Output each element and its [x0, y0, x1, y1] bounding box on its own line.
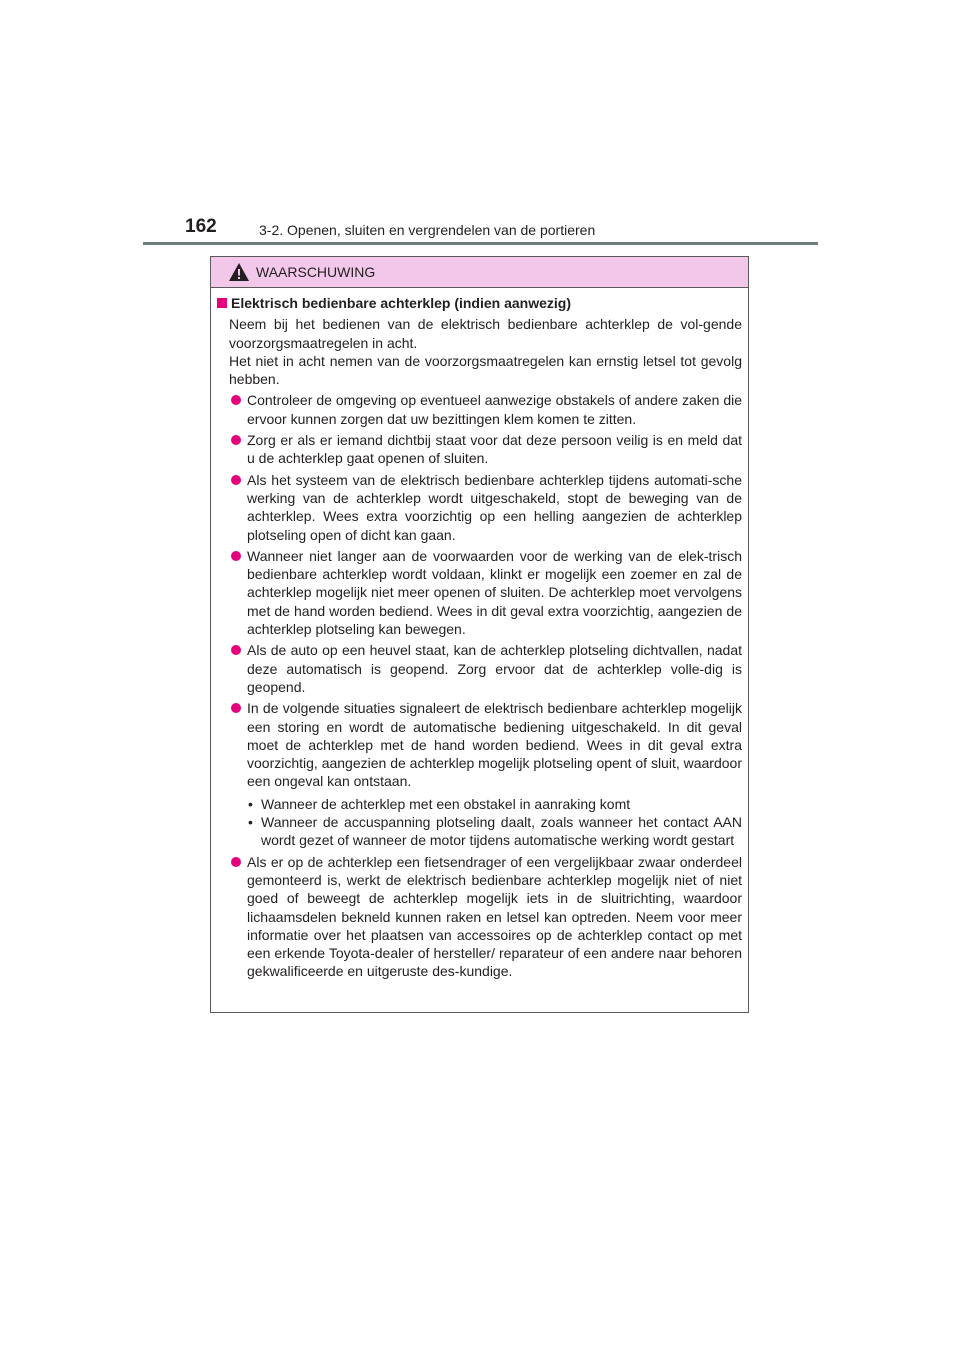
sub-list — [247, 795, 742, 850]
warning-bullet-list — [217, 391, 742, 980]
list-item — [217, 431, 742, 468]
sub-list-item-text: Wanneer de achterklep met een obstakel in aanraking komt — [261, 795, 631, 812]
list-item-text: In de volgende situaties signaleert de elektrisch bedienbare achterklep mogelijk een storing en wordt de automatische bediening uitgeschakeld. In dit geval moet de achterklep met de hand worden bediend. Wees in dit geval extra voorzichtig, aangezien de achterklep mogelijk plotseling opent of sluit, waardoor een ongeval kan ontstaan. — [247, 700, 742, 790]
bullet-dot-icon — [231, 475, 241, 485]
bullet-dot-icon — [231, 703, 241, 713]
header-divider — [143, 242, 818, 245]
list-item-text: Als het systeem van de elektrisch bedienbare achterklep tijdens automati-sche werking van de achterklep wordt uitgeschakeld, stopt de beweging van de achterklep. Wees extra voorzichtig op een helling aangezien de achterklep plotseling open of dicht kan gaan. — [247, 471, 742, 543]
list-item — [217, 699, 742, 849]
warning-header — [211, 257, 748, 288]
warning-box — [210, 256, 749, 1013]
intro-paragraph: Neem bij het bedienen van de elektrisch bedienbare achterklep de vol-gende voorzorgsmaatregelen in acht. — [229, 316, 742, 351]
list-item — [217, 641, 742, 696]
sub-bullet-marker: • — [248, 795, 253, 812]
list-item — [217, 471, 742, 544]
sub-list-item-text: Wanneer de accuspanning plotseling daalt, zoals wanneer het contact AAN wordt gezet of wanneer de motor tijdens automatische werking wordt gestart — [261, 814, 742, 849]
bullet-dot-icon — [231, 857, 241, 867]
bullet-dot-icon — [231, 435, 241, 445]
list-item — [217, 853, 742, 981]
square-bullet-icon — [217, 298, 227, 308]
intro-paragraph: Het niet in acht nemen van de voorzorgsmaatregelen kan ernstig letsel tot gevolg hebben. — [229, 352, 742, 388]
intro-text — [229, 315, 742, 388]
list-item-text: Als de auto op een heuvel staat, kan de achterklep plotseling dichtvallen, nadat deze automatisch is geopend. Zorg ervoor dat de achterklep volle-dig is geopend. — [247, 642, 742, 695]
section-heading — [217, 294, 742, 312]
warning-triangle-icon — [228, 262, 250, 282]
list-item-text: Controleer de omgeving op eventueel aanwezige obstakels of andere zaken die ervoor kunnen zorgen dat uw bezittingen klem komen te zitten. — [247, 392, 742, 427]
bullet-dot-icon — [231, 645, 241, 655]
page-number: 162 — [185, 216, 217, 237]
bullet-dot-icon — [231, 395, 241, 405]
list-item — [217, 391, 742, 428]
sub-list-item — [247, 795, 742, 813]
sub-bullet-marker: • — [248, 814, 253, 831]
chapter-title: 3-2. Openen, sluiten en vergrendelen van de portieren — [259, 222, 596, 238]
list-item-text: Zorg er als er iemand dichtbij staat voor dat deze persoon veilig is en meld dat u de achterklep gaat openen of sluiten. — [247, 432, 742, 467]
sub-list-item — [247, 813, 742, 850]
section-heading-text: Elektrisch bedienbare achterklep (indien aanwezig) — [231, 295, 571, 311]
warning-body — [211, 288, 748, 981]
bullet-dot-icon — [231, 551, 241, 561]
list-item-text: Wanneer niet langer aan de voorwaarden voor de werking van de elek-trisch bedienbare achterklep wordt voldaan, klinkt er mogelijk een zoemer en zal de achterklep mogelijk niet meer openen of sluiten. De achterklep moet vervolgens met de hand worden bediend. Wees in dit geval extra voorzichtig, aangezien de achterklep plotseling kan bewegen. — [247, 547, 742, 638]
list-item — [217, 547, 742, 638]
warning-title: WAARSCHUWING — [256, 264, 376, 280]
list-item-text: Als er op de achterklep een fietsendrager of een vergelijkbaar zwaar onderdeel gemonteerd is, werkt de elektrisch bedienbare achterklep mogelijk niet of niet goed of beweegt de achterklep mogelijk iets in de sluitrichting, waardoor lichaamsdelen bekneld kunnen raken en letsel kan optreden. Neem voor meer informatie over het plaatsen van accessoires op de achterklep contact op met een erkende Toyota-dealer of hersteller/ reparateur of een andere naar behoren gekwalificeerde en uitgeruste des-kundige. — [247, 853, 742, 980]
